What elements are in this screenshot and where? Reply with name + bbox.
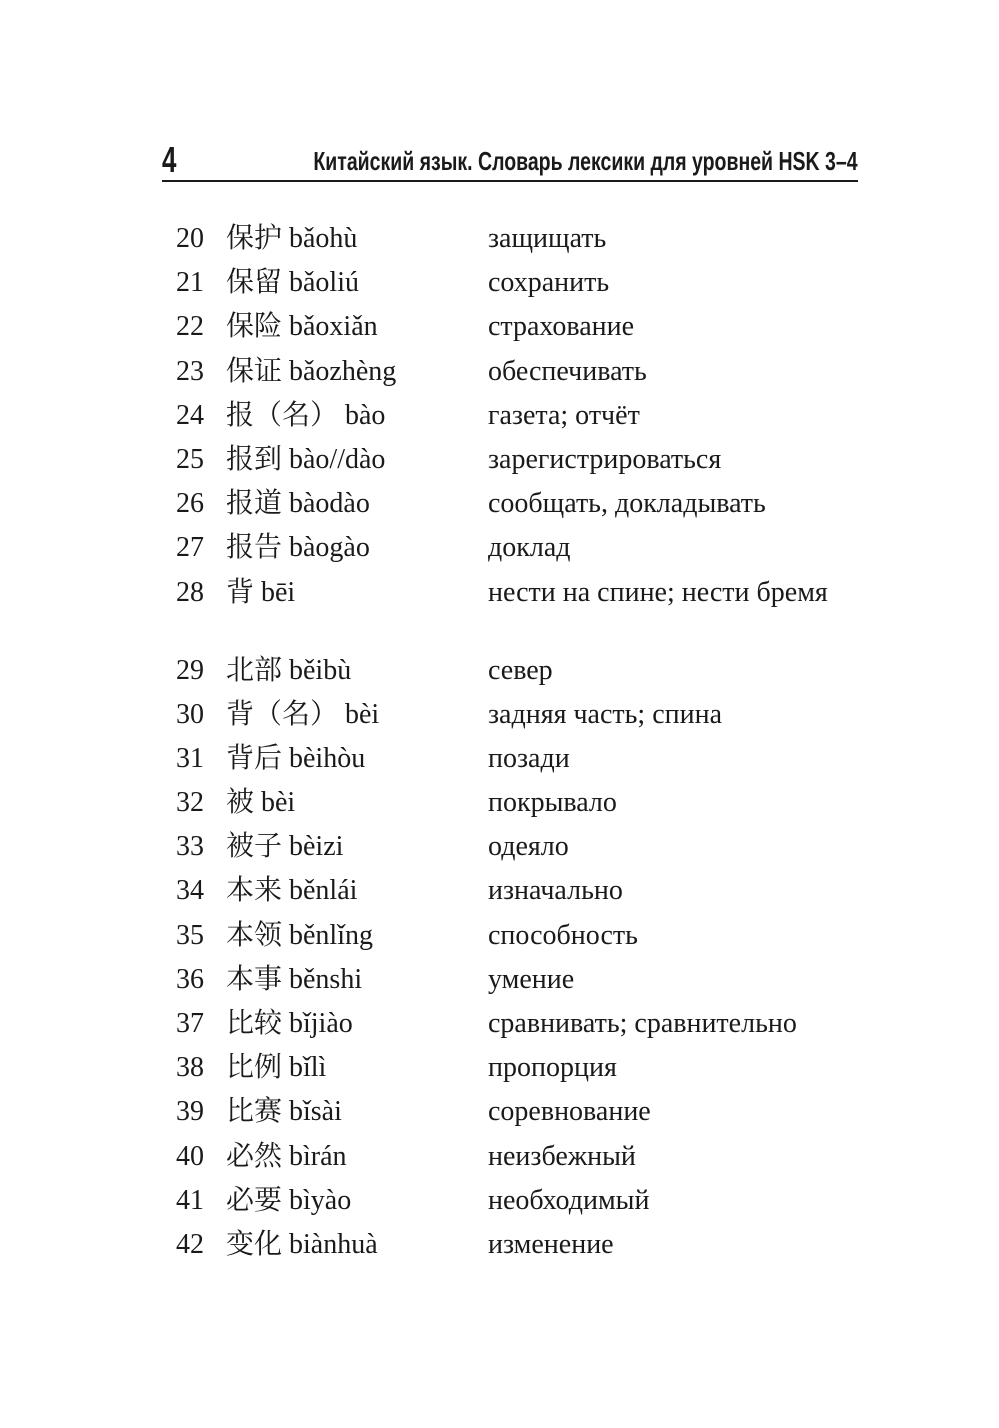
vocab-entry bbox=[0, 654, 999, 698]
vocab-entry bbox=[0, 1051, 999, 1095]
vocab-entry bbox=[0, 531, 999, 575]
entry-translation: защищать bbox=[488, 223, 607, 254]
vocab-entry bbox=[0, 1184, 999, 1228]
running-title: Китайский язык. Словарь лексики для уровней HSK 3–4 bbox=[313, 146, 858, 176]
entry-term: 比例 bǐlì bbox=[226, 1052, 327, 1084]
entry-translation: сохранить bbox=[488, 267, 610, 299]
entry-number: 38 bbox=[176, 1052, 204, 1084]
entry-number: 42 bbox=[176, 1228, 204, 1260]
vocab-entry bbox=[0, 830, 999, 874]
vocab-entry bbox=[0, 487, 999, 531]
entry-translation: пропорция bbox=[488, 1052, 617, 1084]
entry-number: 31 bbox=[176, 742, 204, 774]
entry-term: 北部 běibù bbox=[226, 654, 352, 686]
entry-number: 25 bbox=[176, 443, 204, 475]
entry-term: 被 bèi bbox=[226, 787, 296, 819]
entry-term: 本来 běnlái bbox=[226, 875, 358, 907]
entry-number: 23 bbox=[176, 355, 204, 387]
entry-number: 37 bbox=[176, 1008, 204, 1039]
entry-number: 36 bbox=[176, 963, 204, 995]
entry-term: 必然 bìrán bbox=[226, 1140, 347, 1172]
entry-number: 28 bbox=[176, 576, 204, 608]
vocab-entry bbox=[0, 399, 999, 443]
entry-number: 27 bbox=[176, 532, 204, 564]
entry-number: 30 bbox=[176, 698, 204, 730]
entry-term: 本事 běnshi bbox=[226, 963, 363, 995]
entry-translation: сообщать, докладывать bbox=[488, 488, 766, 520]
entry-translation: страхование bbox=[488, 311, 635, 343]
entry-term: 报（名） bào bbox=[226, 399, 386, 431]
entry-term: 被子 bèizi bbox=[226, 831, 344, 863]
entry-number: 22 bbox=[176, 311, 204, 343]
entry-translation: неизбежный bbox=[488, 1140, 636, 1172]
vocab-entry bbox=[0, 786, 999, 830]
entry-translation: нести на спине; нести бремя bbox=[488, 576, 828, 608]
entry-number: 29 bbox=[176, 654, 204, 686]
vocab-entry bbox=[0, 1140, 999, 1184]
entry-term: 保留 bǎoliú bbox=[226, 267, 359, 299]
entry-number: 21 bbox=[176, 267, 204, 299]
entry-translation: соревнование bbox=[488, 1096, 651, 1128]
entry-translation: север bbox=[488, 654, 553, 686]
entry-term: 背（名） bèi bbox=[226, 698, 380, 730]
entry-translation: покрывало bbox=[488, 787, 617, 819]
entry-translation: позади bbox=[488, 742, 570, 774]
entry-term: 必要 bìyào bbox=[226, 1184, 352, 1216]
entry-number: 39 bbox=[176, 1096, 204, 1128]
entry-term: 报道 bàodào bbox=[226, 488, 370, 520]
entry-translation: газета; отчёт bbox=[488, 399, 640, 431]
vocab-entry bbox=[0, 742, 999, 786]
entry-number: 32 bbox=[176, 787, 204, 819]
entry-term: 比赛 bǐsài bbox=[226, 1096, 342, 1128]
entry-term: 报告 bàogào bbox=[226, 532, 370, 564]
vocab-entry bbox=[0, 355, 999, 399]
entry-term: 报到 bào//dào bbox=[226, 443, 386, 475]
entry-number: 35 bbox=[176, 919, 204, 951]
entry-translation: сравнивать; сравнительно bbox=[488, 1008, 797, 1039]
entry-term: 保证 bǎozhèng bbox=[226, 355, 397, 387]
vocab-entry bbox=[0, 1095, 999, 1139]
page-header bbox=[162, 138, 858, 182]
entry-number: 41 bbox=[176, 1184, 204, 1216]
entry-term: 变化 biànhuà bbox=[226, 1228, 378, 1260]
vocab-entry bbox=[0, 698, 999, 742]
entry-translation: способность bbox=[488, 919, 638, 951]
vocab-entry bbox=[0, 310, 999, 354]
vocab-entry bbox=[0, 576, 999, 654]
entry-term: 背 bēi bbox=[226, 576, 296, 608]
vocab-entry bbox=[0, 266, 999, 310]
vocabulary-list bbox=[0, 222, 999, 1272]
entry-translation: умение bbox=[488, 963, 575, 995]
entry-translation: необходимый bbox=[488, 1184, 650, 1216]
entry-number: 24 bbox=[176, 399, 204, 431]
entry-number: 40 bbox=[176, 1140, 204, 1172]
entry-translation: изменение bbox=[488, 1228, 614, 1260]
entry-translation: доклад bbox=[488, 532, 571, 564]
entry-number: 34 bbox=[176, 875, 204, 907]
vocab-entry bbox=[0, 963, 999, 1007]
vocab-entry bbox=[0, 874, 999, 918]
page-number: 4 bbox=[162, 139, 177, 180]
entry-term: 比较 bǐjiào bbox=[226, 1008, 353, 1039]
vocab-entry bbox=[0, 222, 999, 266]
entry-term: 背后 bèihòu bbox=[226, 742, 366, 774]
vocab-entry bbox=[0, 1228, 999, 1272]
entry-number: 26 bbox=[176, 488, 204, 520]
entry-term: 保险 bǎoxiǎn bbox=[226, 311, 378, 343]
entry-translation: зарегистрироваться bbox=[488, 443, 722, 475]
entry-translation: одеяло bbox=[488, 831, 569, 863]
entry-term: 本领 běnlǐng bbox=[226, 919, 373, 951]
entry-number: 20 bbox=[176, 223, 204, 254]
entry-translation: задняя часть; спина bbox=[488, 698, 723, 730]
header-rule bbox=[162, 180, 858, 182]
vocab-entry bbox=[0, 443, 999, 487]
vocab-entry bbox=[0, 919, 999, 963]
entry-term: 保护 bǎohù bbox=[226, 223, 358, 254]
entry-translation: изначально bbox=[488, 875, 623, 907]
entry-translation: обеспечивать bbox=[488, 355, 647, 387]
entry-number: 33 bbox=[176, 831, 204, 863]
vocab-entry bbox=[0, 1007, 999, 1051]
